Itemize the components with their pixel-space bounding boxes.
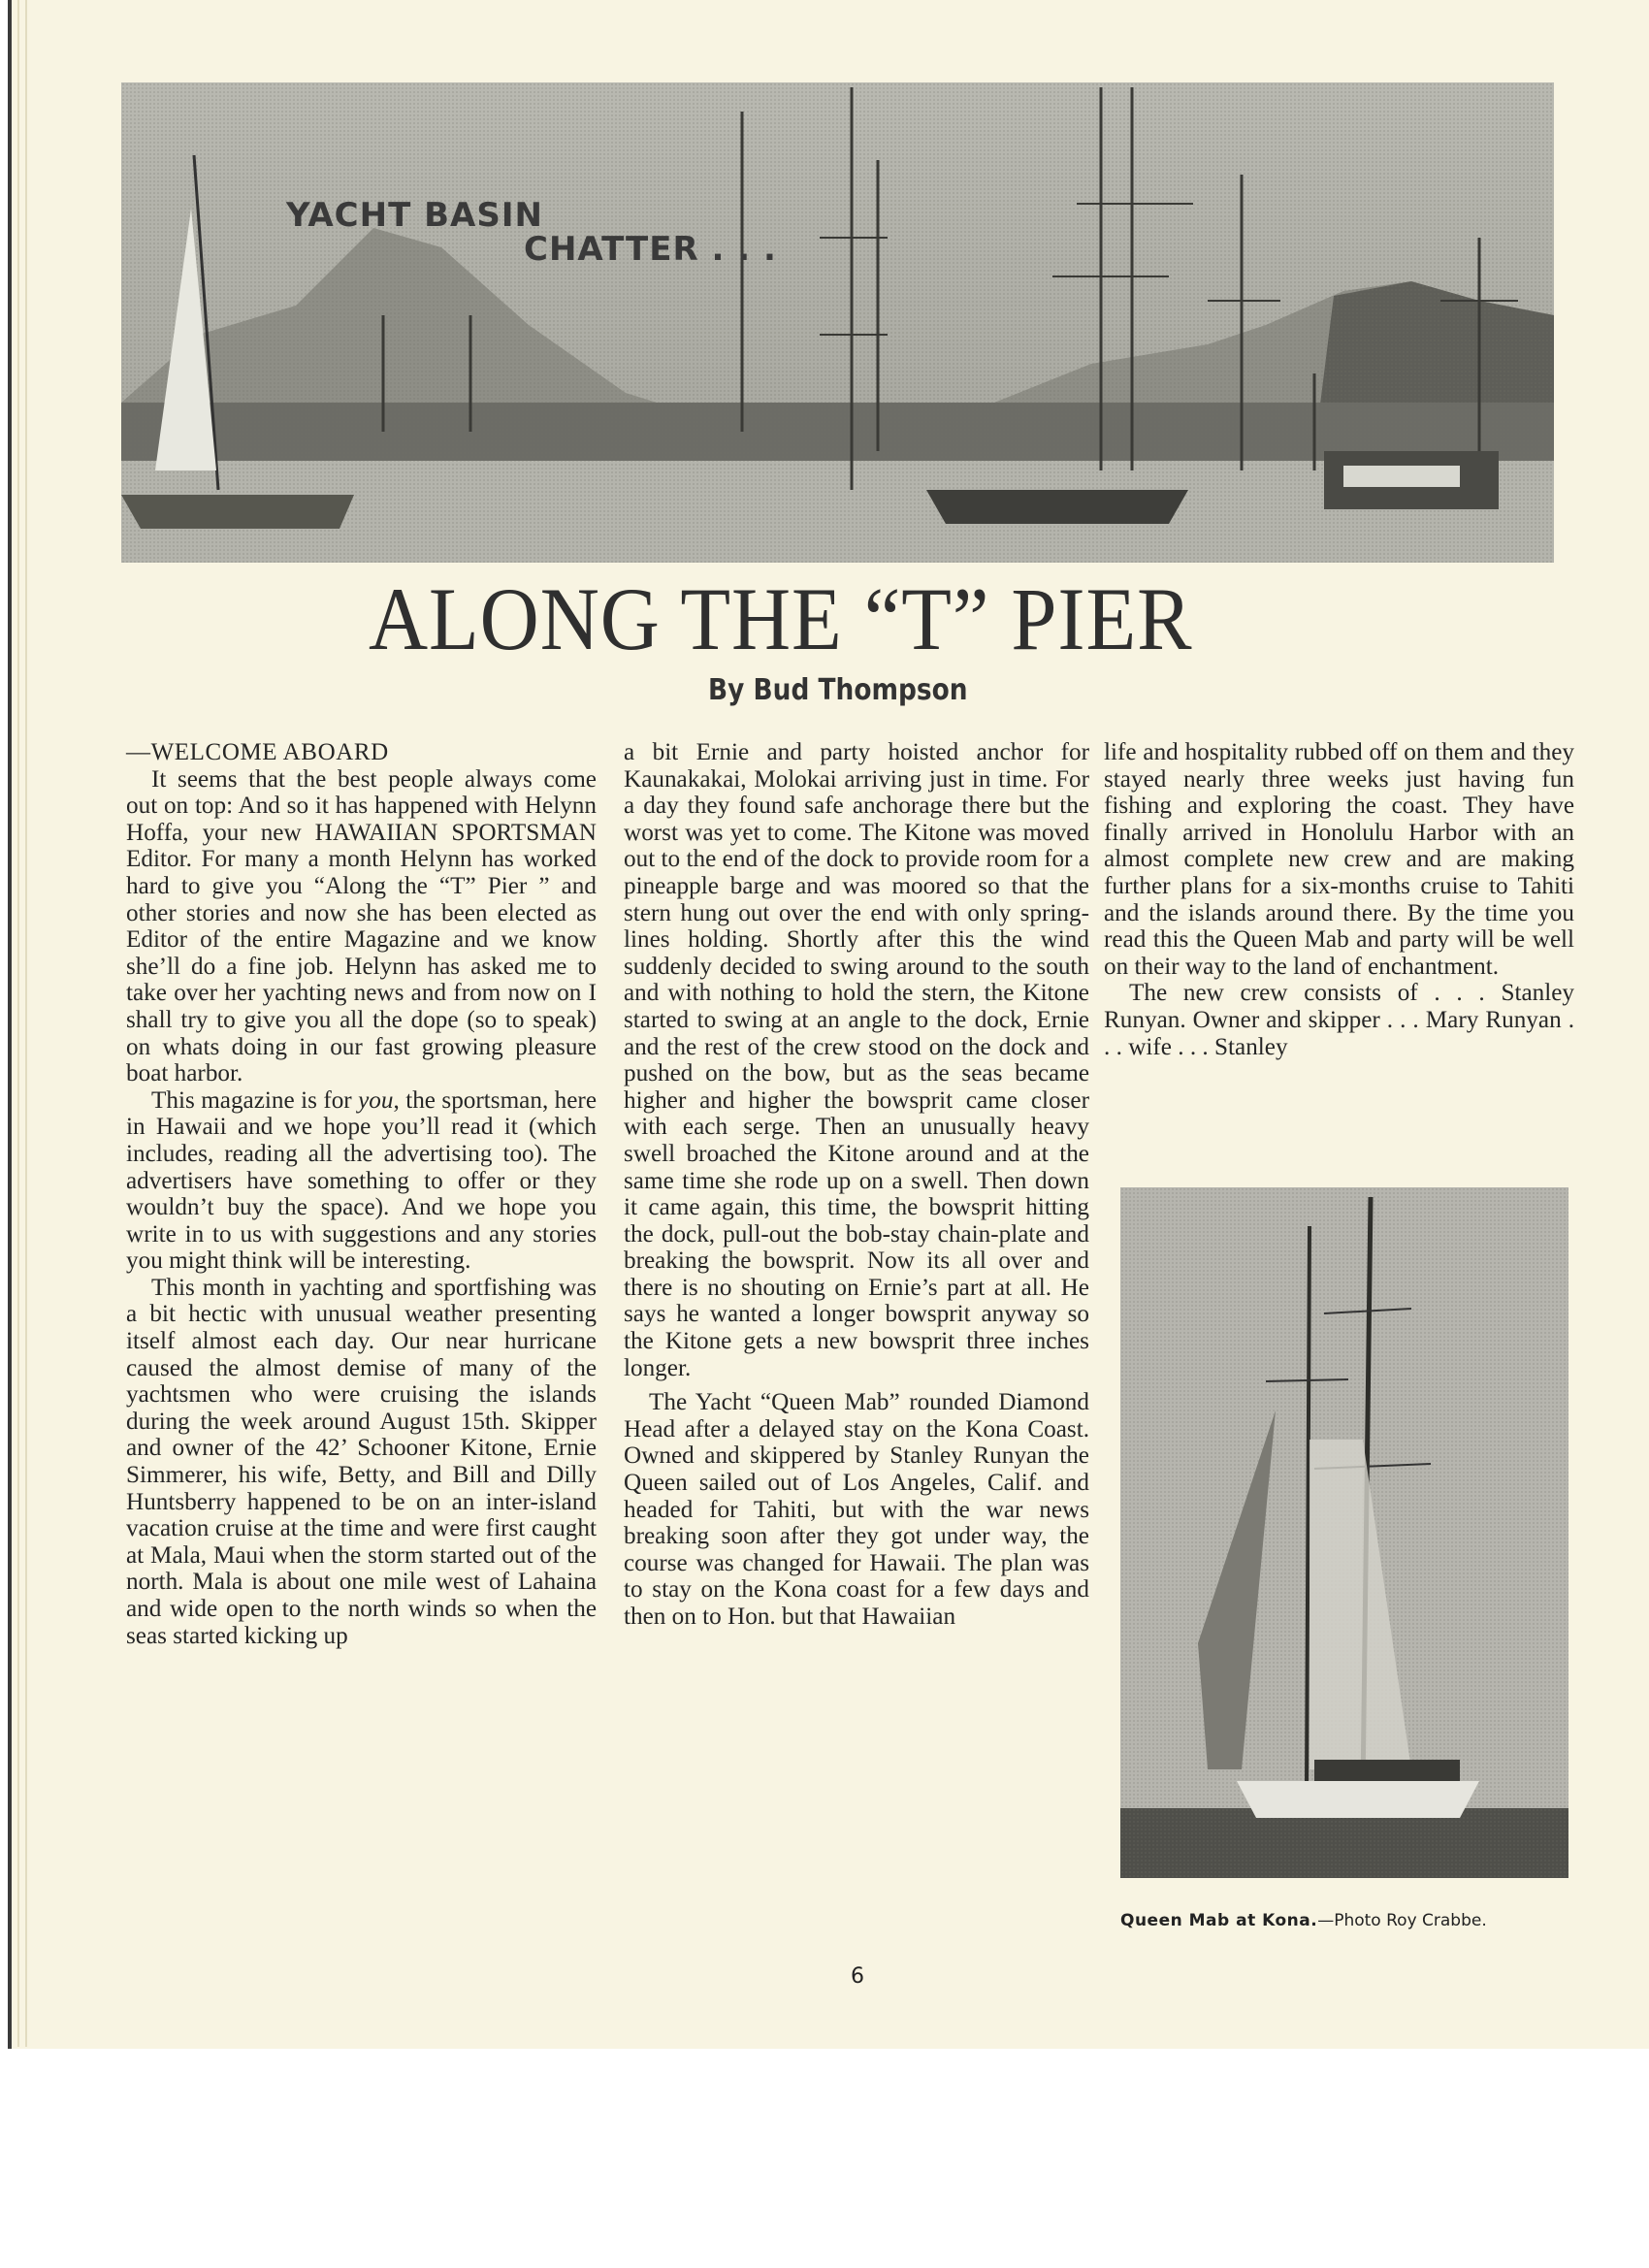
article-column-1 — [126, 739, 597, 1649]
article-title: ALONG THE “T” PIER — [369, 569, 1193, 668]
harbor-illustration — [121, 82, 1554, 563]
article-paragraph: This magazine is for you, the sportsman, here in Hawaii and we hope you’ll read it (which includes, reading all the advertising too). The advertisers have something to offer or they wouldn’t buy the space). And we hope you write in to us with suggestions and any stories you might think will be interesting. — [126, 1086, 597, 1275]
schooner-hull — [926, 490, 1188, 524]
schooner-hull — [1237, 1781, 1479, 1818]
schooner-illustration — [1120, 1187, 1568, 1878]
emphasis-word: you — [358, 1086, 394, 1114]
article-paragraph: The new crew consists of . . . Stanley Runyan. Owner and skipper . . . Mary Runyan . . . wife . . . Stanley — [1104, 980, 1574, 1060]
article-column-3 — [1104, 739, 1574, 1060]
caption-credit: —Photo Roy Crabbe. — [1317, 1911, 1487, 1930]
page-edge — [17, 0, 19, 2047]
article-column-2 — [624, 739, 1089, 1631]
article-paragraph: The Yacht “Queen Mab” rounded Diamond Head after a delayed stay on the Kona Coast. Owned and skippered by Stanley Runyan the Queen sailed out of Los Angeles, Calif. and headed for Tahiti, but with the war news breaking soon after they got under way, the course was changed for Hawaii. The plan was to stay on the Kona coast for a few days and then on to Hon. but that Hawaiian — [624, 1389, 1089, 1630]
article-paragraph: a bit Ernie and party hoisted anchor for Kaunakakai, Molokai arriving just in time. For a day they found safe anchorage there but the worst was yet to come. The Kitone was moved out to the end of the dock to provide room for a pineapple barge and was moored so that the stern hung out over the end with only spring-lines holding. Shortly after this the wind suddenly decided to swing around to the south and with nothing to hold the stern, the Kitone started to swing at an angle to the dock, Ernie and the rest of the crew stood on the dock and pushed on the bow, but as the seas became higher and higher the bowsprit came closer with each serge. Then an unusually heavy swell broached the Kitone around and at the same time she rode up on a swell. Then down it came again, this time, the bowsprit hitting the dock, pull-out the bob-stay chain-plate and breaking the bowsprit. Now its all over and there is no shouting on Ernie’s part at all. He says he wanted a longer bowsprit anyway so the Kitone gets a new bowsprit three inches longer. — [624, 739, 1089, 1381]
motor-yacht-cabin — [1343, 466, 1460, 487]
article-byline: By Bud Thompson — [708, 673, 968, 707]
dinghy-hull — [121, 495, 354, 529]
article-paragraph: This month in yachting and sportfishing was a bit hectic with unusual weather presenting itself almost each day. Our near hurricane caused the almost demise of many of the yachtsmen who were cruising the islands during the week around August 15th. Skipper and owner of the 42’ Schooner Kitone, Ernie Simmerer, his wife, Betty, and Bill and Dilly Huntsberry happened to be on an inter-island vacation cruise at the time and were first caught at Mala, Maui when the storm started out of the north. Mala is about one mile west of Lahaina and wide open to the north winds so when the seas started kicking up — [126, 1274, 597, 1649]
queen-mab-photo — [1120, 1187, 1568, 1878]
banner-photo-yacht-basin — [121, 82, 1554, 563]
article-paragraph: life and hospitality rubbed off on them and they stayed nearly three weeks just having fun fishing and exploring the coast. They have finally arrived in Honolulu Harbor with an almost complete new crew and are making further plans for a six-months cruise to Tahiti and the islands around there. By the time you read this the Queen Mab and party will be well on their way to the land of enchantment. — [1104, 739, 1574, 980]
banner-kicker-line1: YACHT BASIN — [286, 196, 543, 235]
caption-title: Queen Mab at Kona. — [1120, 1911, 1318, 1930]
photo-caption — [1120, 1911, 1586, 1930]
crew-on-deck — [1314, 1760, 1460, 1781]
section-heading: —WELCOME ABOARD — [126, 739, 389, 765]
page-edge — [25, 0, 27, 2047]
article-paragraph: It seems that the best people always come out on top: And so it has happened with Helynn Hoffa, your new HAWAIIAN SPORTSMAN Editor. For many a month Helynn has worked hard to give you “Along the “T” Pier ” and other stories and now she has been elected as Editor of the entire Magazine and we know she’ll do a fine job. Helynn has asked me to take over her yachting news and from now on I shall try to give you all the dope (so to speak) on whats doing in our fast growing pleasure boat harbor. — [126, 765, 597, 1087]
page-number: 6 — [851, 1964, 864, 1989]
banner-kicker-line2: CHATTER . . . — [524, 230, 777, 269]
